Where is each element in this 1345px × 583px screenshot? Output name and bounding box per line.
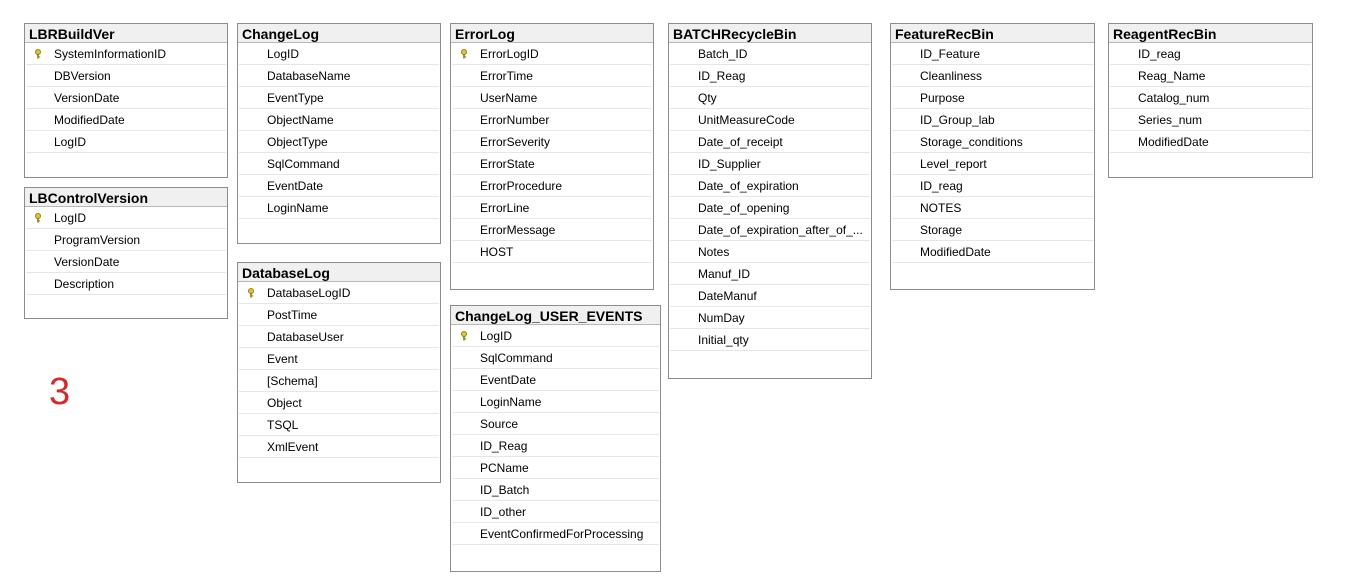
column-row[interactable] xyxy=(670,307,870,329)
column-row[interactable] xyxy=(239,175,439,197)
table-title: LBControlVersion xyxy=(25,188,227,207)
column-name: LoginName xyxy=(267,201,329,215)
column-name: EventConfirmedForProcessing xyxy=(480,527,644,541)
column-row[interactable] xyxy=(26,109,226,131)
column-row[interactable] xyxy=(670,219,870,241)
column-row[interactable] xyxy=(1110,131,1311,153)
table-title: ReagentRecBin xyxy=(1109,24,1312,43)
column-row[interactable] xyxy=(452,413,659,435)
column-row[interactable] xyxy=(239,87,439,109)
key-icon xyxy=(33,213,43,223)
column-row[interactable] xyxy=(239,109,439,131)
column-row[interactable] xyxy=(892,153,1093,175)
column-row[interactable] xyxy=(26,229,226,251)
column-name: Notes xyxy=(698,245,730,259)
column-name: ErrorLogID xyxy=(480,47,539,61)
column-row[interactable] xyxy=(452,369,659,391)
column-row[interactable] xyxy=(26,251,226,273)
column-name: TSQL xyxy=(267,418,299,432)
column-name: DBVersion xyxy=(54,69,111,83)
column-row[interactable] xyxy=(452,65,652,87)
table-changelog[interactable] xyxy=(237,23,441,244)
column-name: PostTime xyxy=(267,308,318,322)
column-row[interactable] xyxy=(239,436,439,458)
key-icon xyxy=(33,49,43,59)
column-row[interactable] xyxy=(26,87,226,109)
column-row[interactable] xyxy=(26,65,226,87)
column-name: Storage_conditions xyxy=(920,135,1023,149)
column-name: DatabaseName xyxy=(267,69,351,83)
column-name: ErrorTime xyxy=(480,69,533,83)
column-name: DatabaseUser xyxy=(267,330,344,344)
column-row[interactable] xyxy=(26,273,226,295)
column-row[interactable] xyxy=(452,43,652,65)
column-name: Batch_ID xyxy=(698,47,748,61)
column-row[interactable] xyxy=(239,414,439,436)
column-name: LogID xyxy=(54,211,87,225)
column-name: EventDate xyxy=(480,373,537,387)
column-name: PCName xyxy=(480,461,529,475)
column-row[interactable] xyxy=(452,457,659,479)
column-name: HOST xyxy=(480,245,514,259)
column-row[interactable] xyxy=(892,241,1093,263)
column-name: Object xyxy=(267,396,302,410)
column-name: ErrorNumber xyxy=(480,113,550,127)
column-row[interactable] xyxy=(452,219,652,241)
table-title: ChangeLog xyxy=(238,24,440,43)
column-name: Catalog_num xyxy=(1138,91,1210,105)
column-name: Date_of_opening xyxy=(698,201,790,215)
column-name: EventType xyxy=(267,91,324,105)
column-name: SystemInformationID xyxy=(54,47,167,61)
column-row[interactable] xyxy=(239,304,439,326)
column-name: LogID xyxy=(480,329,513,343)
table-title: LBRBuildVer xyxy=(25,24,227,43)
column-name: ID_reag xyxy=(920,179,963,193)
column-name: UserName xyxy=(480,91,538,105)
table-featurerecbin[interactable] xyxy=(890,23,1095,290)
column-name: Level_report xyxy=(920,157,987,171)
column-name: Date_of_expiration_after_of_... xyxy=(698,223,863,237)
table-reagentrecbin[interactable] xyxy=(1108,23,1313,178)
column-row[interactable] xyxy=(239,370,439,392)
column-row[interactable] xyxy=(452,523,659,545)
column-name: Cleanliness xyxy=(920,69,983,83)
column-row[interactable] xyxy=(452,109,652,131)
column-row[interactable] xyxy=(452,391,659,413)
column-row[interactable] xyxy=(452,347,659,369)
column-row[interactable] xyxy=(1110,87,1311,109)
column-name: DatabaseLogID xyxy=(267,286,351,300)
column-row[interactable] xyxy=(670,175,870,197)
column-name: LogID xyxy=(54,135,87,149)
column-row[interactable] xyxy=(892,197,1093,219)
column-row[interactable] xyxy=(670,285,870,307)
column-row[interactable] xyxy=(1110,109,1311,131)
column-name: EventDate xyxy=(267,179,324,193)
table-batchrecyclebin[interactable] xyxy=(668,23,872,379)
column-name: ID_Batch xyxy=(480,483,530,497)
column-name: Event xyxy=(267,352,298,366)
column-row[interactable] xyxy=(452,479,659,501)
column-row[interactable] xyxy=(1110,43,1311,65)
column-row[interactable] xyxy=(452,131,652,153)
column-name: UnitMeasureCode xyxy=(698,113,795,127)
table-databaselog[interactable] xyxy=(237,262,441,483)
column-row[interactable] xyxy=(670,43,870,65)
table-errorlog[interactable] xyxy=(450,23,654,290)
column-row[interactable] xyxy=(892,43,1093,65)
column-name: Source xyxy=(480,417,519,431)
column-name: VersionDate xyxy=(54,255,120,269)
empty-row xyxy=(1110,153,1311,175)
column-row[interactable] xyxy=(670,263,870,285)
column-row[interactable] xyxy=(452,325,659,347)
column-name: ID_Group_lab xyxy=(920,113,995,127)
column-row[interactable] xyxy=(892,87,1093,109)
column-name: ModifiedDate xyxy=(920,245,991,259)
empty-row xyxy=(892,263,1093,285)
table-lbcontrolversion[interactable] xyxy=(24,187,228,319)
column-row[interactable] xyxy=(239,348,439,370)
column-name: Manuf_ID xyxy=(698,267,751,281)
column-name: ID_Feature xyxy=(920,47,981,61)
column-row[interactable] xyxy=(239,65,439,87)
column-row[interactable] xyxy=(1110,65,1311,87)
column-name: ObjectName xyxy=(267,113,334,127)
table-title: ChangeLog_USER_EVENTS xyxy=(451,306,660,325)
column-row[interactable] xyxy=(452,501,659,523)
column-row[interactable] xyxy=(452,87,652,109)
column-row[interactable] xyxy=(892,131,1093,153)
column-name: Qty xyxy=(698,91,717,105)
column-row[interactable] xyxy=(452,241,652,263)
table-changelog-user-events[interactable] xyxy=(450,305,661,572)
annotation-number: 3 xyxy=(49,371,71,413)
column-name: LogID xyxy=(267,47,300,61)
table-title: FeatureRecBin xyxy=(891,24,1094,43)
table-lbrbuildver[interactable] xyxy=(24,23,228,178)
column-name: DateManuf xyxy=(698,289,757,303)
column-row[interactable] xyxy=(239,392,439,414)
column-name: ModifiedDate xyxy=(54,113,125,127)
column-row[interactable] xyxy=(239,43,439,65)
column-name: SqlCommand xyxy=(480,351,553,365)
column-name: Reag_Name xyxy=(1138,69,1206,83)
table-title: BATCHRecycleBin xyxy=(669,24,871,43)
column-row[interactable] xyxy=(670,109,870,131)
column-row[interactable] xyxy=(452,435,659,457)
column-row[interactable] xyxy=(26,207,226,229)
column-row[interactable] xyxy=(670,65,870,87)
column-name: NumDay xyxy=(698,311,745,325)
column-name: NOTES xyxy=(920,201,962,215)
column-row[interactable] xyxy=(452,197,652,219)
column-name: SqlCommand xyxy=(267,157,340,171)
column-name: ID_reag xyxy=(1138,47,1181,61)
column-name: Description xyxy=(54,277,115,291)
column-name: Date_of_receipt xyxy=(698,135,783,149)
key-icon xyxy=(246,288,256,298)
empty-row xyxy=(452,545,659,567)
key-icon xyxy=(459,49,469,59)
column-row[interactable] xyxy=(670,241,870,263)
column-name: ErrorProcedure xyxy=(480,179,563,193)
column-row[interactable] xyxy=(892,109,1093,131)
empty-row xyxy=(26,153,226,175)
column-row[interactable] xyxy=(670,87,870,109)
column-row[interactable] xyxy=(670,329,870,351)
column-name: ErrorSeverity xyxy=(480,135,551,149)
column-row[interactable] xyxy=(452,175,652,197)
column-row[interactable] xyxy=(452,153,652,175)
column-name: ID_Supplier xyxy=(698,157,761,171)
column-name: ModifiedDate xyxy=(1138,135,1209,149)
column-name: ErrorMessage xyxy=(480,223,556,237)
empty-row xyxy=(452,263,652,285)
key-icon xyxy=(459,331,469,341)
column-name: ID_other xyxy=(480,505,527,519)
column-name: Purpose xyxy=(920,91,965,105)
column-name: ObjectType xyxy=(267,135,328,149)
column-name: [Schema] xyxy=(267,374,318,388)
empty-row xyxy=(670,351,870,373)
table-title: DatabaseLog xyxy=(238,263,440,282)
empty-row xyxy=(239,219,439,241)
column-row[interactable] xyxy=(26,43,226,65)
empty-row xyxy=(239,458,439,480)
column-row[interactable] xyxy=(670,197,870,219)
empty-row xyxy=(26,295,226,317)
column-name: VersionDate xyxy=(54,91,120,105)
column-name: ErrorLine xyxy=(480,201,530,215)
column-name: Storage xyxy=(920,223,963,237)
column-row[interactable] xyxy=(26,131,226,153)
column-name: XmlEvent xyxy=(267,440,319,454)
column-name: Initial_qty xyxy=(698,333,749,347)
column-row[interactable] xyxy=(239,282,439,304)
column-row[interactable] xyxy=(239,326,439,348)
column-name: ErrorState xyxy=(480,157,535,171)
column-name: Date_of_expiration xyxy=(698,179,799,193)
column-name: LoginName xyxy=(480,395,542,409)
column-row[interactable] xyxy=(892,175,1093,197)
table-title: ErrorLog xyxy=(451,24,653,43)
column-row[interactable] xyxy=(670,153,870,175)
column-name: ID_Reag xyxy=(698,69,746,83)
column-row[interactable] xyxy=(670,131,870,153)
column-row[interactable] xyxy=(239,153,439,175)
column-name: Series_num xyxy=(1138,113,1203,127)
column-row[interactable] xyxy=(239,197,439,219)
column-row[interactable] xyxy=(892,65,1093,87)
column-row[interactable] xyxy=(239,131,439,153)
column-row[interactable] xyxy=(892,219,1093,241)
column-name: ProgramVersion xyxy=(54,233,141,247)
column-name: ID_Reag xyxy=(480,439,528,453)
